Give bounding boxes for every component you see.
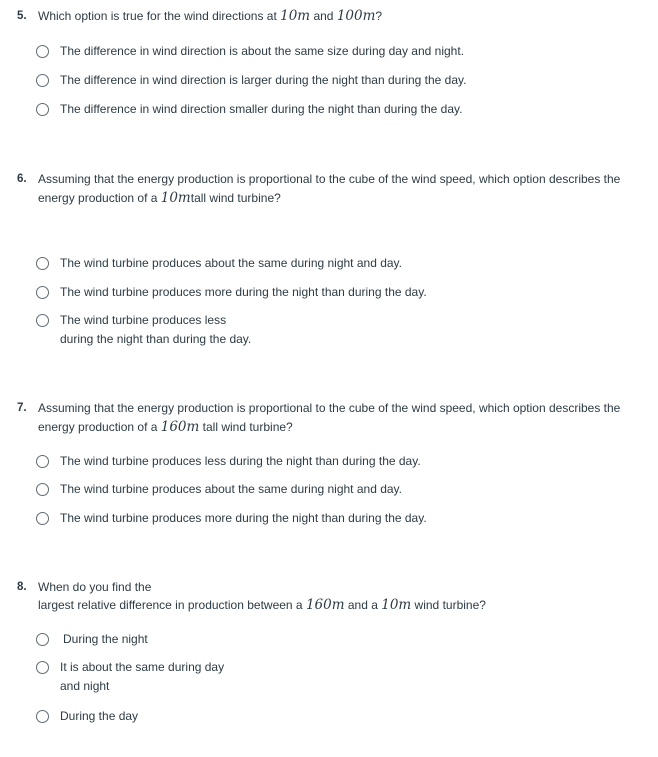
question-number: 5. — [17, 10, 27, 22]
question-number: 6. — [17, 173, 27, 185]
radio-button[interactable] — [36, 483, 49, 496]
radio-button[interactable] — [36, 661, 49, 674]
radio-button[interactable] — [36, 74, 49, 87]
radio-button[interactable] — [36, 45, 49, 58]
radio-button[interactable] — [36, 257, 49, 270]
radio-button[interactable] — [36, 103, 49, 116]
radio-button[interactable] — [36, 314, 49, 327]
radio-button[interactable] — [36, 455, 49, 468]
question-number: 8. — [17, 581, 27, 593]
radio-button[interactable] — [36, 710, 49, 723]
radio-button[interactable] — [36, 633, 49, 646]
radio-button[interactable] — [36, 512, 49, 525]
question-number: 7. — [17, 402, 27, 414]
radio-button[interactable] — [36, 286, 49, 299]
